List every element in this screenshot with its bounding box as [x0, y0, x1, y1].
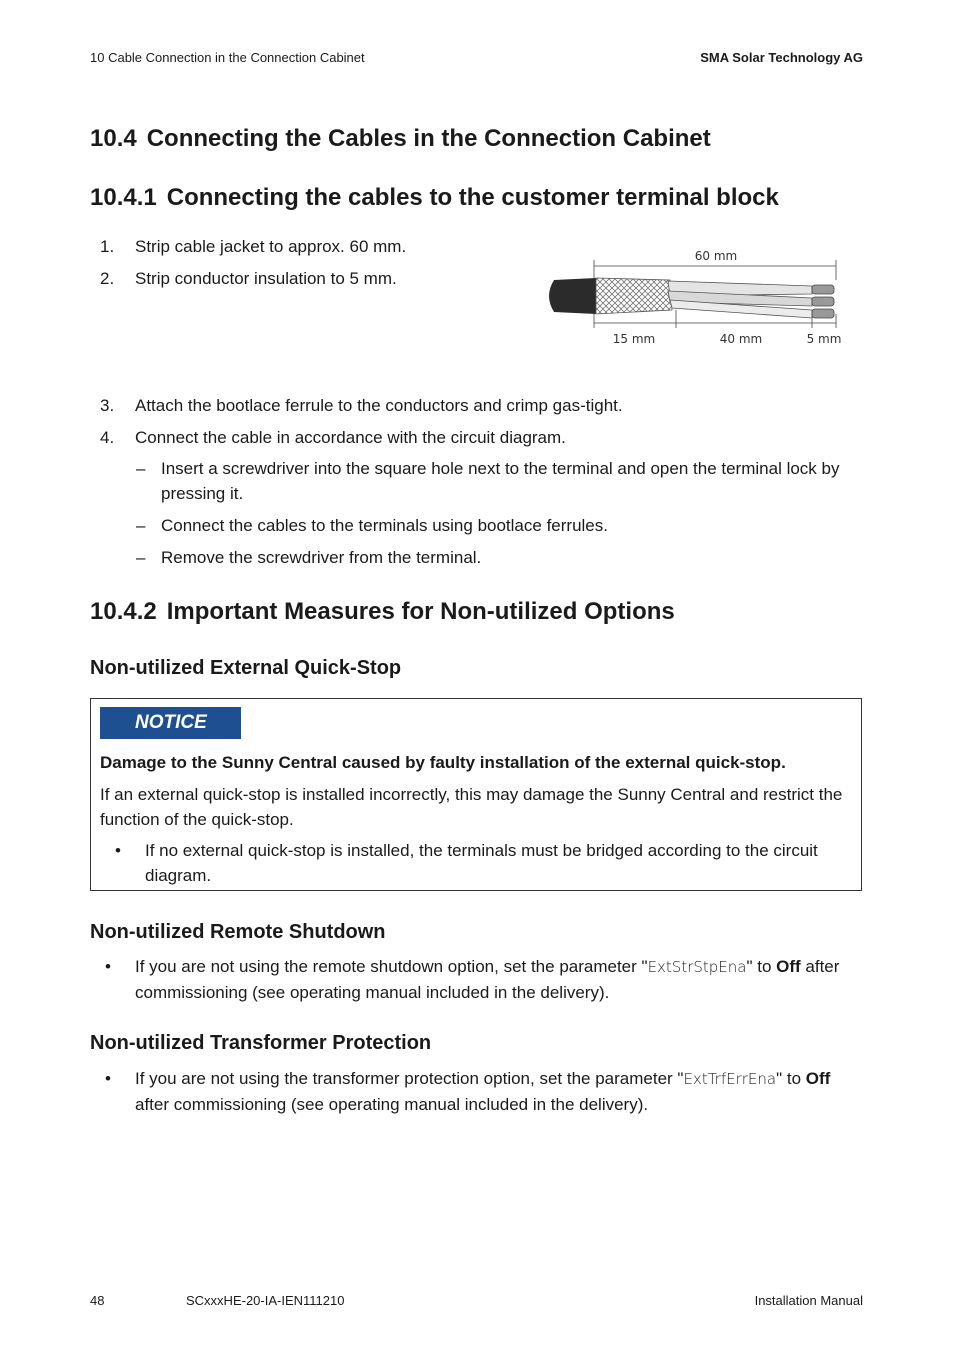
notice-bullet-text: If no external quick-stop is installed, the terminals must be bridged according to the circuit diagram. [145, 841, 818, 885]
subsection-title-2: Important Measures for Non-utilized Options [166, 598, 675, 625]
quickstop-heading: Non-utilized External Quick-Stop [90, 657, 402, 679]
section-heading [90, 125, 711, 153]
remote-text-before: If you are not using the remote shutdown option, set the parameter " [135, 957, 648, 976]
dim-label-conductor: 40 mm [719, 332, 763, 346]
subsection-number-1: 10.4.1 [90, 184, 157, 211]
subsection-heading-2 [90, 598, 675, 626]
transformer-text-mid: " to [776, 1069, 806, 1088]
section-number: 10.4 [90, 125, 137, 152]
transformer-bullet-text [135, 1066, 862, 1117]
running-header-chapter: 10 Cable Connection in the Connection Cabinet [90, 50, 365, 65]
page-number: 48 [90, 1293, 105, 1308]
remote-param-name: ExtStrStpEna [647, 958, 747, 976]
notice-title: Damage to the Sunny Central caused by faulty installation of the external quick-stop. [100, 753, 786, 772]
step-number: 2. [100, 269, 115, 288]
transformer-text-before: If you are not using the transformer protection option, set the parameter " [135, 1069, 684, 1088]
remote-text-after: after commissioning (see operating manual included in the delivery). [135, 957, 840, 1002]
remote-param-value: Off [776, 957, 801, 976]
step-number: 1. [100, 237, 115, 256]
substep-text: Remove the screwdriver from the terminal. [161, 548, 482, 567]
cable-shield [596, 278, 672, 314]
substep-mark: – [136, 516, 146, 535]
transformer-text-after: after commissioning (see operating manual included in the delivery). [135, 1095, 649, 1114]
transformer-param-value: Off [805, 1069, 831, 1088]
step-text: Strip cable jacket to approx. 60 mm. [135, 237, 407, 256]
notice-bullet-mark: • [115, 841, 121, 860]
dim-label-total: 60 mm [694, 249, 738, 263]
cable-stripping-figure [540, 240, 850, 355]
running-header-company: SMA Solar Technology AG [700, 50, 863, 65]
remote-bullet-mark: • [105, 957, 111, 976]
section-title: Connecting the Cables in the Connection Cabinet [146, 125, 711, 152]
remote-heading: Non-utilized Remote Shutdown [90, 921, 386, 943]
notice-box [90, 698, 862, 891]
cable-jacket [549, 278, 596, 314]
subsection-number-2: 10.4.2 [90, 598, 157, 625]
step-number: 4. [100, 428, 115, 447]
subsection-title-1: Connecting the cables to the customer terminal block [166, 184, 779, 211]
step-text: Connect the cable in accordance with the circuit diagram. [135, 428, 566, 447]
remote-text-mid: " to [746, 957, 777, 976]
substep-mark: – [136, 548, 146, 567]
substep-text: Insert a screwdriver into the square hole next to the terminal and open the terminal lock by pressing it. [161, 459, 840, 503]
step-text: Strip conductor insulation to 5 mm. [135, 269, 397, 288]
notice-label: NOTICE [100, 707, 241, 739]
substep-mark: – [136, 459, 146, 478]
remote-bullet-text [135, 954, 862, 1005]
step-number: 3. [100, 396, 115, 415]
step-text: Attach the bootlace ferrule to the conductors and crimp gas-tight. [135, 396, 623, 415]
transformer-bullet-mark: • [105, 1069, 111, 1088]
dim-label-jacket: 15 mm [612, 332, 656, 346]
document-id: SCxxxHE-20-IA-IEN111210 [186, 1293, 345, 1308]
transformer-heading: Non-utilized Transformer Protection [90, 1032, 432, 1054]
notice-text: If an external quick-stop is installed incorrectly, this may damage the Sunny Central and restrict the function of the quick-stop. [100, 785, 843, 829]
substep-text: Connect the cables to the terminals using bootlace ferrules. [161, 516, 608, 535]
dim-label-strip: 5 mm [806, 332, 842, 346]
transformer-param-name: ExtTrfErrEna [683, 1070, 777, 1088]
subsection-heading-1 [90, 184, 779, 212]
manual-name: Installation Manual [754, 1293, 863, 1308]
